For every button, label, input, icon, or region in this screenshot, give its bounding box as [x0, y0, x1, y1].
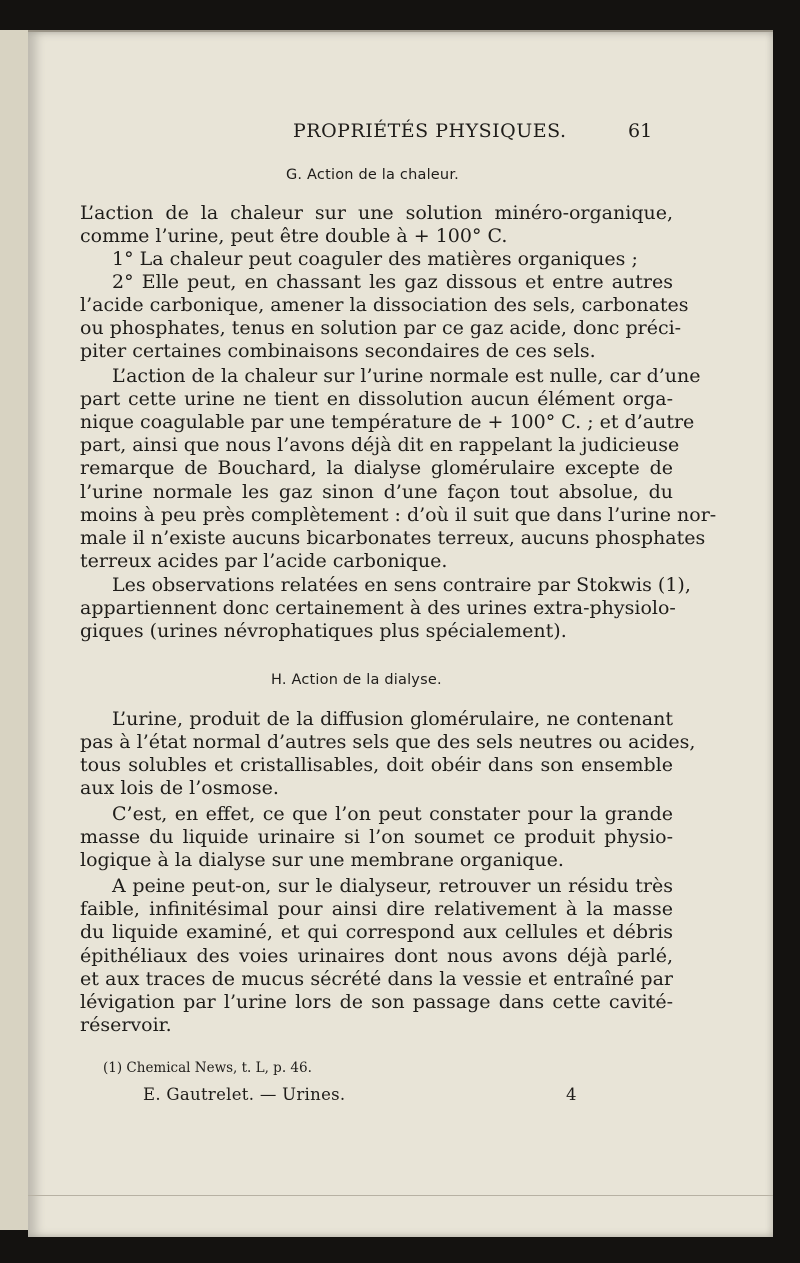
text-line: L’action de la chaleur sur l’urine normale est nulle, car d’une: [112, 365, 701, 387]
text-line: moins à peu près complètement : d’où il suit que dans l’urine nor-: [80, 504, 717, 526]
text-line: tous solubles et cristallisables, doit obéir dans son ensemble: [80, 754, 673, 776]
text-line: lévigation par l’urine lors de son passage dans cette cavité-: [80, 991, 673, 1013]
text-line: L’urine, produit de la diffusion glomérulaire, ne contenant: [112, 708, 673, 730]
text-line: L’action de la chaleur sur une solution minéro-organique,: [80, 202, 673, 224]
text-line: A peine peut-on, sur le dialyseur, retrouver un résidu très: [112, 875, 673, 897]
text-line: male il n’existe aucuns bicarbonates terreux, aucuns phosphates: [80, 527, 706, 549]
text-line: épithéliaux des voies urinaires dont nous avons déjà parlé,: [80, 945, 673, 967]
running-head: PROPRIÉTÉS PHYSIQUES.: [293, 120, 567, 142]
book-page: [28, 30, 773, 1237]
footnote: (1) Chemical News, t. L, p. 46.: [103, 1060, 312, 1076]
text-line: part cette urine ne tient en dissolution aucun élément orga-: [80, 388, 673, 410]
page-bottom-edge: [28, 1195, 773, 1200]
text-line: nique coagulable par une température de + 100° C. ; et d’autre: [80, 411, 695, 433]
text-line: ou phosphates, tenus en solution par ce gaz acide, donc préci-: [80, 317, 682, 339]
text-line: remarque de Bouchard, la dialyse glomérulaire excepte de: [80, 457, 673, 479]
section-heading-chaleur: G. Action de la chaleur.: [286, 167, 459, 183]
text-line: giques (urines névrophatiques plus spécialement).: [80, 620, 567, 642]
text-line: 1° La chaleur peut coaguler des matières organiques ;: [112, 248, 638, 270]
text-line: aux lois de l’osmose.: [80, 777, 279, 799]
text-line: logique à la dialyse sur une membrane organique.: [80, 849, 564, 871]
text-line: comme l’urine, peut être double à + 100° C.: [80, 225, 508, 247]
text-line: faible, infinitésimal pour ainsi dire relativement à la masse: [80, 898, 673, 920]
signature-line: E. Gautrelet. — Urines.: [143, 1085, 346, 1104]
page-number: 61: [628, 120, 653, 142]
text-line: et aux traces de mucus sécrété dans la vessie et entraîné par: [80, 968, 673, 990]
section-heading-dialyse: H. Action de la dialyse.: [271, 672, 442, 688]
text-line: masse du liquide urinaire si l’on soumet ce produit physio-: [80, 826, 673, 848]
text-line: 2° Elle peut, en chassant les gaz dissous et entre autres: [112, 271, 673, 293]
text-line: réservoir.: [80, 1014, 172, 1036]
text-line: l’acide carbonique, amener la dissociation des sels, carbonates: [80, 294, 689, 316]
text-line: pas à l’état normal d’autres sels que des sels neutres ou acides,: [80, 731, 696, 753]
text-line: du liquide examiné, et qui correspond aux cellules et débris: [80, 921, 673, 943]
text-line: terreux acides par l’acide carbonique.: [80, 550, 448, 572]
text-line: part, ainsi que nous l’avons déjà dit en rappelant la judicieuse: [80, 434, 680, 456]
text-line: C’est, en effet, ce que l’on peut constater pour la grande: [112, 803, 673, 825]
text-line: Les observations relatées en sens contraire par Stokwis (1),: [112, 574, 691, 596]
text-line: l’urine normale les gaz sinon d’une façon tout absolue, du: [80, 481, 673, 503]
text-line: piter certaines combinaisons secondaires de ces sels.: [80, 340, 596, 362]
signature-number: 4: [566, 1085, 577, 1104]
text-line: appartiennent donc certainement à des urines extra-physiolo-: [80, 597, 676, 619]
